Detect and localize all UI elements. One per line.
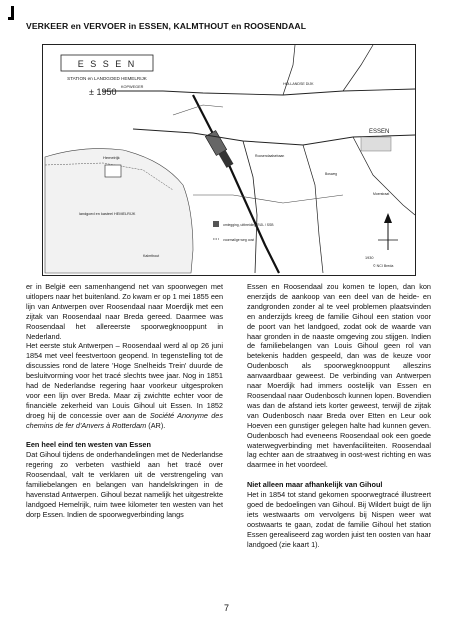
- left-section-heading: Een heel eind ten westen van Essen: [26, 440, 151, 450]
- map-label-hemelrijk: Hemelrijk: [103, 155, 120, 160]
- map-subtitle: STATION en LANDGOED HEMELRIJK: [67, 76, 147, 81]
- left-paragraph-1: er in België een samenhangend net van spoorwegen met uitlopers naar het buitenland. Zo kwam er op 1 mei 1855 een lijn van Antwerpen over Roosendaal naar Moerdijk met een zijtak van Roosendaal naar Breda gereed. Daarmee was Roosendaal het allereerste spoorwegknooppunt in Nederland.: [26, 282, 223, 341]
- essen-village: [361, 137, 391, 151]
- map-label-bosweg: Bosweg: [325, 172, 338, 176]
- left-column: [26, 282, 223, 520]
- map-label-kopweger: KOPWEGER: [121, 85, 144, 89]
- corner-mark: [8, 6, 15, 20]
- left-paragraph-3: Dat Gihoul tijdens de onderhandelingen met de Nederlandse regering zo verbeten vasthield aan het tracé over Roosendaal, valt te verklaren uit de verstrengeling van familiebelangen en belangen van handelskringen in de havenstad Antwerpen. Gihoul bezat namelijk het uitgestrekte landgoed Hemelrijk, ruim twee kilometer ten westen van het dorp Essen. Indien de spoorwegverbinding langs: [26, 450, 223, 519]
- company-name-italic: Société Anonyme des chemins de fer d'Anvers à Rotterdam: [26, 410, 223, 430]
- map-drawing: [43, 45, 415, 275]
- map-label-essen: ESSEN: [369, 129, 390, 135]
- road-northeast: [343, 45, 373, 91]
- left-paragraph-2-text-b: (AR).: [146, 420, 166, 430]
- road-south: [243, 141, 257, 273]
- station-map: [42, 44, 416, 276]
- left-paragraph-2: [26, 341, 223, 430]
- road-northwest: [173, 105, 223, 115]
- map-credit: © NCI Breda: [373, 264, 394, 268]
- road-middle: [193, 195, 343, 203]
- map-label-kalmthout: Kalmthout: [143, 254, 160, 258]
- map-label-year-small: 1930: [365, 256, 374, 260]
- right-paragraph-1: Essen en Roosendaal zou komen te lopen, dan kon enerzijds de aankoop van een deel van de heide- en zandgronden zonder al te veel problemen plaatsvinden en anderzijds kreeg de familie Gihoul een station voor de poort van het landgoed, zodat ook de waarde van haar gronden in de naaste omgeving zou stijgen. Indien de familiebelangen van Louis Gihoul geen rol van betekenis hadden gespeeld, dan was de keuze voor Oudenbosch als spoorwegknooppunt alleszins aanvaardbaar geweest. De verbinding van Antwerpen naar Moerdijk had immers oostelijk van Essen en Roosendaal naar Oudenbosch kunnen lopen. Bovendien was dan de afstand iets korter geweest, terwijl de zijtak van Oudenbosch naar Breda over Etten en Leur ook Hoeven een gunstiger gelegen halte had kunnen geven. Oudenbosch had eveneens Roosendaal ook een goede waterwegverbinding met havenfaciliteiten. Roosendaal lag echter aan de straatweg in oost-west richting en was daarmee in het voordeel.: [247, 282, 431, 470]
- map-label-roosendaalsebaan: Roosendaalsebaan: [255, 154, 285, 158]
- right-paragraph-2: Het in 1854 tot stand gekomen spoorwegtracé illustreert goed de bedoelingen van Gihoul. Bij Wildert buigt de lijn iets westwaarts om vervolgens bij Nispen weer wat oostwaarts te gaan, zodat de familie Gihoul het station Essen gerealiseerd zag worden juist ten oosten van haar landgoed (zie kaart 1).: [247, 490, 431, 549]
- legend-item-1: omlegging, uitbreiding RIJL / SSB: [223, 223, 274, 227]
- right-column: [247, 282, 431, 549]
- page-number: 7: [223, 603, 229, 613]
- road-kopweger: [103, 89, 415, 95]
- map-label-hollandse-dijk: HOLLANDSE DIJK: [283, 82, 314, 86]
- map-label-landgoed: landgoed en kasteel HEMELRIJK: [79, 212, 136, 216]
- page-header: VERKEER en VERVOER in ESSEN, KALMTHOUT en ROOSENDAAL: [26, 21, 307, 31]
- map-label-moerstraat: Moerstraat: [373, 192, 390, 196]
- railway-line: [193, 95, 279, 273]
- map-title: E S S E N: [77, 59, 137, 69]
- north-arrow-icon: [378, 213, 398, 250]
- road-north: [283, 45, 295, 95]
- right-section-heading: Niet alleen maar afhankelijk van Gihoul: [247, 480, 383, 490]
- left-paragraph-2-text-a: Het eerste stuk Antwerpen – Roosendaal werd al op 26 juni 1854 met veel feestvertoon geopend. In tegenstelling tot de discussies rond de latere 'Hoge Snelheids Trein' duurde de besluitvorming voor het tracé slechts twee jaar. Nog in 1851 had de Nederlandse regering haar voorkeur uitgesproken voor een lijn over Breda. Maar zij zwichtte echter voor de financiële zekerheid van Louis Gihoul uit Essen. In 1852 droeg hij de concessie over aan de: [26, 341, 223, 420]
- legend-item-2: voormalige weg oost: [223, 238, 255, 242]
- hemelrijk-house: [105, 165, 121, 177]
- map-year: ± 1950: [89, 87, 117, 97]
- road-bosweg: [303, 145, 323, 273]
- map-legend: [213, 221, 274, 242]
